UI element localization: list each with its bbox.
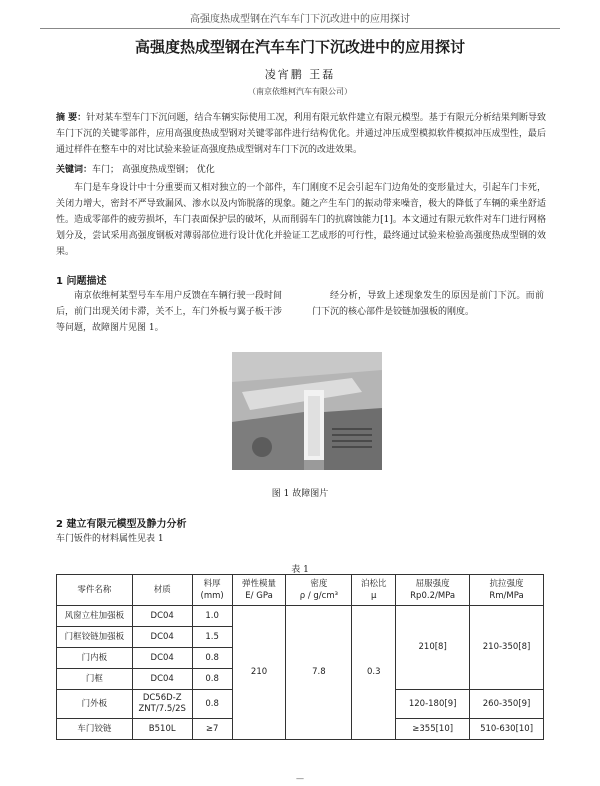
- cell-material: DC56D-Z ZNT/7.5/2S: [132, 690, 192, 719]
- section1-right-text: 经分析，导致上述现象发生的原因是前门下沉。而前门下沉的核心部件是铰链加强板的刚度。: [312, 291, 544, 317]
- intro-paragraph: 车门是车身设计中十分重要而又相对独立的一个部件，车门刚度不足会引起车门边角处的变形量过大，引起车门卡死，关闭力增大，密封不严导致漏风、渗水以及内饰脱落的现象。随之产生车门的振动带来噪音，极大的降低了车辆的乘坐舒适性。造成零部件的疲劳损坏，车门表面保护层的破坏，从而削弱车门的抗腐蚀能力[1]。本文通过有限元软件对车门进行网格划分及，尝试采用高强度钢板对薄弱部位进行设计优化并验证工艺成形的可行性，最终通过试验来检验高强度热成型钢的效果。: [56, 183, 546, 257]
- cell-material: B510L: [132, 719, 192, 740]
- cell-part: 门外板: [57, 690, 133, 719]
- cell-material: DC04: [132, 669, 192, 690]
- cell-thickness: 0.8: [192, 690, 232, 719]
- cell-thickness: ≥7: [192, 719, 232, 740]
- section1-title: 1 问题描述: [56, 276, 107, 287]
- table-header-row: [57, 575, 544, 606]
- fault-photo: [232, 352, 382, 470]
- cell-poisson: 0.3: [352, 606, 396, 740]
- section2-text: 车门钣件的材料属性见表 1: [56, 534, 164, 544]
- cell-yield-group2: 120-180[9]: [396, 690, 470, 719]
- cell-material: DC04: [132, 627, 192, 648]
- cell-tensile-group3: 510-630[10]: [470, 719, 544, 740]
- material-properties-table: [56, 574, 544, 740]
- cell-thickness: 0.8: [192, 669, 232, 690]
- cell-yield-group1: 210[8]: [396, 606, 470, 690]
- keywords-label: 关键词：: [56, 165, 93, 175]
- cell-part: 门内板: [57, 648, 133, 669]
- header-yield: 屈服强度 Rp0.2/MPa: [396, 575, 470, 606]
- cell-thickness: 0.8: [192, 648, 232, 669]
- header-density: 密度 ρ / g/cm³: [286, 575, 352, 606]
- cell-part: 车门铰链: [57, 719, 133, 740]
- affiliation: （南京依维柯汽车有限公司）: [248, 87, 352, 96]
- fault-photo-illustration: [232, 352, 382, 470]
- keywords-text: 车门； 高强度热成型钢； 优化: [92, 165, 215, 175]
- abstract-label: 摘 要：: [56, 113, 87, 123]
- header-part: 零件名称: [57, 575, 133, 606]
- authors: 凌宵鹏 王磊: [264, 68, 336, 81]
- cell-part: 门框铰链加强板: [57, 627, 133, 648]
- abstract-text: 针对某车型车门下沉问题，结合车辆实际使用工况，利用有限元软件建立有限元模型。基于有限元分析结果判断导致车门下沉的关键零部件，应用高强度热成型钢对关键零部件进行结构优化。并通过冲压成型模拟软件模拟冲压成型性，最后通过样件在整车中的对比试验来验证高强度热成型钢对车门下沉的改进效果。: [56, 113, 546, 155]
- abstract: [56, 110, 546, 158]
- cell-tensile-group2: 260-350[9]: [470, 690, 544, 719]
- cell-material: DC04: [132, 648, 192, 669]
- header-thickness: 料厚 (mm): [192, 575, 232, 606]
- cell-yield-group3: ≥355[10]: [396, 719, 470, 740]
- paper-title: 高强度热成型钢在汽车车门下沉改进中的应用探讨: [134, 38, 465, 56]
- cell-part: 风窗立柱加强板: [57, 606, 133, 627]
- cell-tensile-group1: 210-350[8]: [470, 606, 544, 690]
- cell-material: DC04: [132, 606, 192, 627]
- keywords: [56, 162, 546, 178]
- table-label: 表 1: [291, 565, 309, 575]
- header-modulus: 弹性模量 E/ GPa: [232, 575, 286, 606]
- section2-title: 2 建立有限元模型及静力分析: [56, 519, 187, 530]
- section1-left-text: 南京依维柯某型号车车用户反馈在车辆行驶一段时间后，前门出现关闭卡滞，关不上，车门外板与翼子板干涉等问题，故障图片见图 1。: [56, 291, 282, 333]
- page-number: —: [296, 774, 304, 783]
- figure-caption: 图 1 故障图片: [271, 489, 329, 499]
- cell-modulus: 210: [232, 606, 286, 740]
- cell-thickness: 1.0: [192, 606, 232, 627]
- header-material: 材质: [132, 575, 192, 606]
- running-header: 高强度热成型钢在汽车车门下沉改进中的应用探讨: [40, 10, 560, 29]
- cell-part: 门框: [57, 669, 133, 690]
- header-tensile: 抗拉强度 Rm/MPa: [470, 575, 544, 606]
- cell-density: 7.8: [286, 606, 352, 740]
- header-poisson: 泊松比 μ: [352, 575, 396, 606]
- cell-thickness: 1.5: [192, 627, 232, 648]
- table-row: [57, 606, 544, 627]
